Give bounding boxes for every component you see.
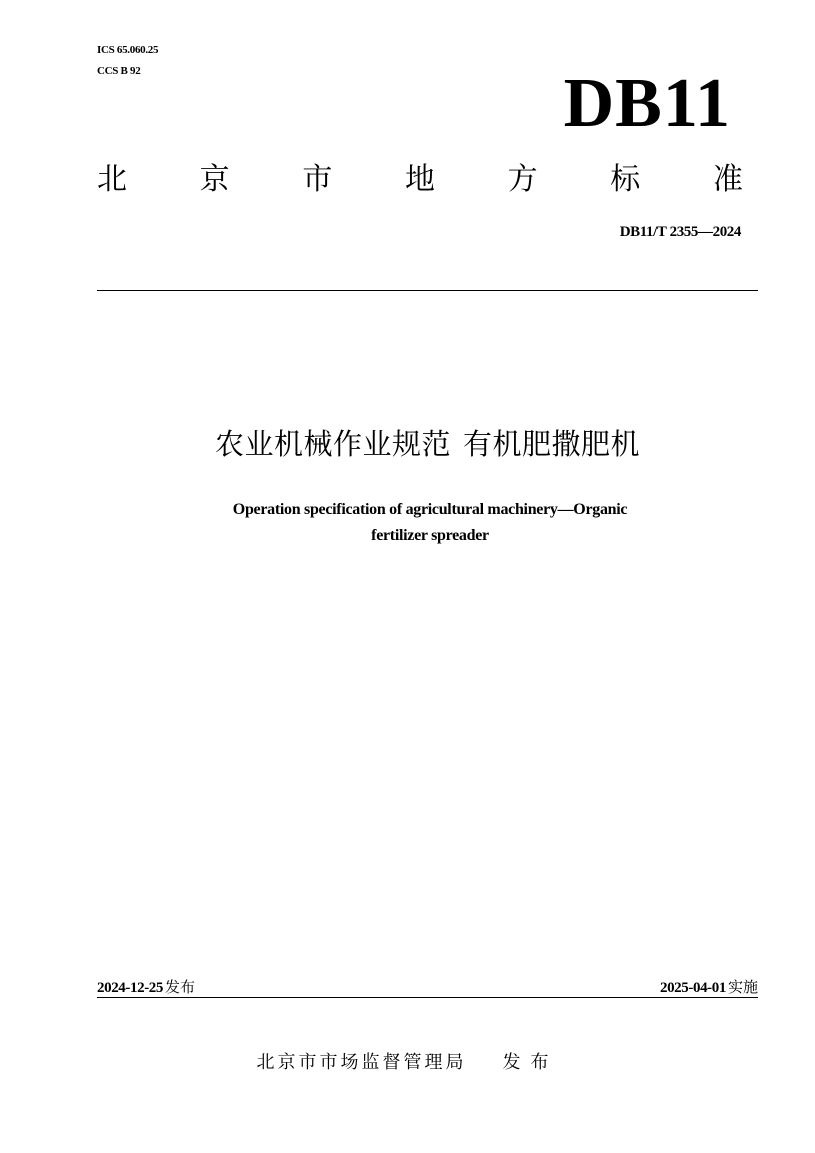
implementation-date-label: 实施 bbox=[727, 978, 758, 996]
standard-type-char: 准 bbox=[712, 162, 743, 197]
standard-number: DB11/T 2355—2024 bbox=[619, 224, 741, 240]
standard-type-char: 市 bbox=[302, 162, 333, 197]
db-standard-mark: DB11 bbox=[563, 65, 731, 142]
issuer-line bbox=[0, 1050, 815, 1076]
implementation-date-value: 2025-04-01 bbox=[659, 980, 726, 996]
ccs-code: CCS B 92 bbox=[97, 65, 141, 77]
standard-type-heading bbox=[97, 160, 743, 200]
standard-type-char: 标 bbox=[610, 162, 641, 197]
standard-type-char: 地 bbox=[404, 162, 435, 197]
footer-divider bbox=[97, 997, 758, 998]
title-chinese bbox=[0, 424, 815, 464]
header-divider bbox=[97, 290, 758, 291]
issue-date bbox=[97, 976, 195, 999]
standard-type-char: 北 bbox=[97, 162, 127, 197]
dates-row bbox=[97, 976, 758, 998]
title-english bbox=[130, 497, 730, 549]
issuer-action: 发布 bbox=[502, 1052, 559, 1073]
title-chinese-part2: 有机肥撒肥机 bbox=[463, 427, 641, 461]
implementation-date bbox=[660, 976, 758, 999]
ics-code: ICS 65.060.25 bbox=[97, 44, 159, 56]
title-english-line2: fertilizer spreader bbox=[371, 527, 489, 544]
standard-type-char: 方 bbox=[507, 162, 538, 197]
title-chinese-part1: 农业机械作业规范 bbox=[214, 427, 451, 461]
issue-date-label: 发布 bbox=[165, 978, 196, 996]
issuer-name: 北京市市场监督管理局 bbox=[256, 1052, 467, 1073]
standard-type-char: 京 bbox=[199, 162, 230, 197]
title-english-line1: Operation specification of agricultural machinery—Organic bbox=[232, 501, 628, 518]
issue-date-value: 2024-12-25 bbox=[97, 980, 163, 996]
